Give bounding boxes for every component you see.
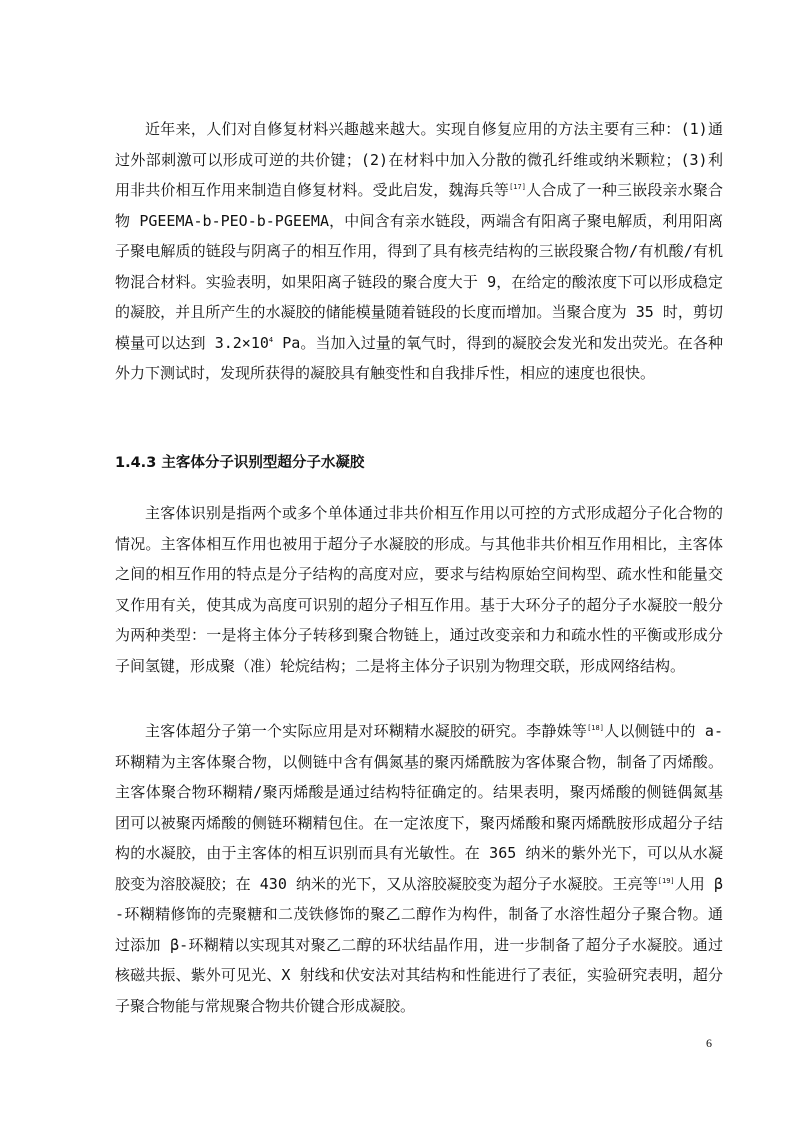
paragraph-text: 人合成了一种三嵌段亲水聚合物 PGEEMA-b-PEO-b-PGEEMA，中间含有亲水链段，两端含有阳离子聚电解质，利用阳离子聚电解质的链段与阴离子的相互作用，得到了具有核壳结构的三嵌段聚合物/有机酸/有机物混合材料。实验表明，如果阳离子链段的聚合度大于 9，在给定的酸浓度下可以形成稳定的凝胶，并且所产生的水凝胶的储能模量随着链段的长度而增加。当聚合度为 35 时，剪切模量可以达到 3.2×10 xyxy=(115,181,723,352)
paragraph-text: 人用 β-环糊精修饰的壳聚糖和二茂铁修饰的聚乙二醇作为构件，制备了水溶性超分子聚合物。通过添加 β-环糊精以实现其对聚乙二醇的环状结晶作用，进一步制备了超分子水凝胶。通过核磁共振、紫外可见光、X 射线和伏安法对其结构和性能进行了表征，实验研究表明，超分子聚合物能与常规聚合物共价键合形成凝胶。 xyxy=(115,874,723,1015)
paragraph-self-healing xyxy=(115,114,723,389)
paragraph-text: Pa。当加入过量的氧气时，得到的凝胶会发光和发出荧光。在各种外力下测试时，发现所获得的凝胶具有触变性和自我排斥性，相应的速度也很快。 xyxy=(115,333,723,382)
paragraph-text: 主客体超分子第一个实际应用是对环糊精水凝胶的研究。李静姝等 xyxy=(145,722,588,740)
citation-ref-18: [18] xyxy=(587,724,604,732)
citation-ref-17: [17] xyxy=(509,183,526,191)
paragraph-text: 近年来，人们对自修复材料兴趣越来越大。实现自修复应用的方法主要有三种：(1)通过外部刺激可以形成可逆的共价键；(2)在材料中加入分散的微孔纤维或纳米颗粒；(3)利用非共价相互作用来制造自修复材料。受此启发，魏海兵等 xyxy=(115,120,723,199)
paragraph-cyclodextrin-hydrogel xyxy=(115,716,723,1021)
section-heading: 1.4.3 主客体分子识别型超分子水凝胶 xyxy=(115,455,365,471)
paragraph-text: 主客体识别是指两个或多个单体通过非共价相互作用以可控的方式形成超分子化合物的情况。主客体相互作用也被用于超分子水凝胶的形成。与其他非共价相互作用相比，主客体之间的相互作用的特点是分子结构的高度对应，要求与结构原始空间构型、疏水性和能量交叉作用有关，使其成为高度可识别的超分子相互作用。基于大环分子的超分子水凝胶一般分为两种类型：一是将主体分子转移到聚合物链上，通过改变亲和力和疏水性的平衡或形成分子间氢键，形成聚（准）轮烷结构；二是将主体分子识别为物理交联，形成网络结构。 xyxy=(115,504,723,675)
paragraph-text: 人以侧链中的 a-环糊精为主客体聚合物，以侧链中含有偶氮基的聚丙烯酰胺为客体聚合物，制备了丙烯酸。主客体聚合物环糊精/聚丙烯酸是通过结构特征确定的。结果表明，聚丙烯酸的侧链偶氮基团可以被聚丙烯酸的侧链环糊精包住。在一定浓度下，聚丙烯酸和聚丙烯酰胺形成超分子结构的水凝胶，由于主客体的相互识别而具有光敏性。在 365 纳米的紫外光下，可以从水凝胶变为溶胶凝胶；在 430 纳米的光下，又从溶胶凝胶变为超分子水凝胶。王亮等 xyxy=(115,722,723,893)
citation-ref-19: [19] xyxy=(657,876,675,885)
exponent: 4 xyxy=(268,335,274,344)
page-number: 6 xyxy=(706,1036,712,1050)
paragraph-host-guest-recognition xyxy=(115,498,723,681)
